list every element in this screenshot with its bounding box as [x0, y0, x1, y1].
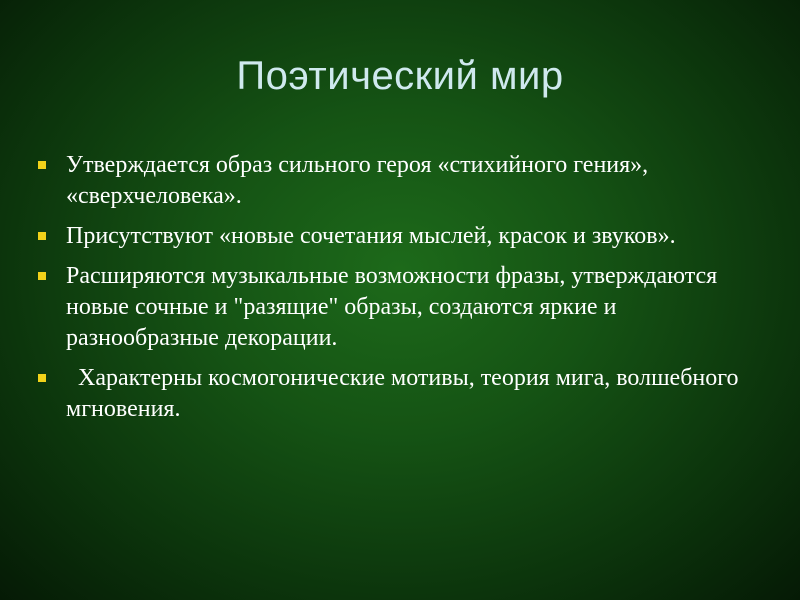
bullet-text: Характерны космогонические мотивы, теория мига, волшебного мгновения.: [66, 365, 745, 422]
bullet-square-icon: [38, 374, 46, 382]
bullet-item-4: [38, 363, 768, 425]
bullet-square-icon: [38, 161, 46, 169]
bullet-item-3: [38, 261, 768, 354]
bullet-text: Расширяются музыкальные возможности фразы, утверждаются новые сочные и "разящие" образы, создаются яркие и разнообразные декорации.: [66, 263, 718, 351]
bullet-item-1: [38, 150, 768, 212]
bullet-text: Утверждается образ сильного героя «стихийного гения», «сверхчеловека».: [66, 152, 649, 209]
bullet-item-2: [38, 221, 768, 252]
bullet-square-icon: [38, 232, 46, 240]
slide-title: Поэтический мир: [236, 54, 564, 98]
bullet-list: [38, 150, 768, 434]
bullet-text: Присутствуют «новые сочетания мыслей, красок и звуков».: [66, 223, 676, 249]
bullet-square-icon: [38, 272, 46, 280]
